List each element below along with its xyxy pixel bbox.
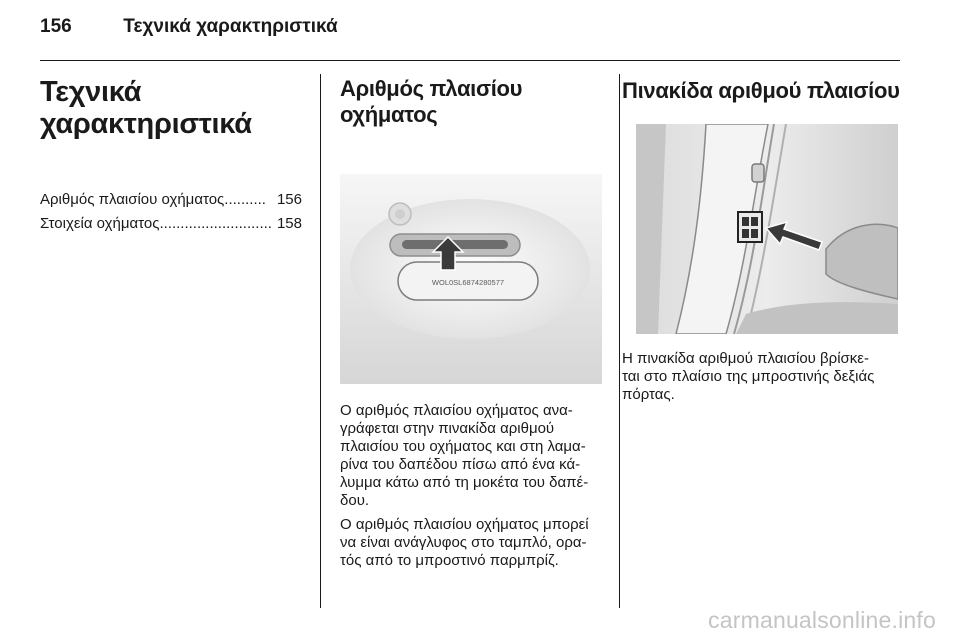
vin-section-title: Αριθμός πλαισίου οχήματος bbox=[340, 76, 523, 127]
plate-paragraph: Η πινακίδα αριθμού πλαισίου βρίσκε- ται στο πλαίσιο της μπροστινής δεξιάς πόρτας. bbox=[622, 350, 875, 403]
vin-plate-text: WOL0SL6874280577 bbox=[431, 278, 505, 287]
toc-entry-vin[interactable] bbox=[40, 188, 302, 212]
page-number: 156 bbox=[40, 16, 72, 37]
right-column bbox=[622, 76, 906, 404]
table-of-contents bbox=[40, 188, 302, 236]
toc-entry-page: 158 bbox=[276, 215, 302, 232]
page-header bbox=[40, 16, 338, 38]
vin-plate-figure bbox=[340, 174, 602, 384]
column-divider-2 bbox=[619, 74, 620, 608]
watermark: carmanualsonline.info bbox=[708, 607, 936, 633]
section-title: Τεχνικά χαρακτηριστικά bbox=[123, 16, 338, 37]
middle-column bbox=[340, 76, 606, 570]
toc-entry-vehicle-data[interactable] bbox=[40, 212, 302, 236]
chapter-title: Τεχνικά χαρακτηριστικά bbox=[40, 76, 252, 140]
door-pillar-figure bbox=[636, 124, 898, 334]
door-pillar-illustration bbox=[636, 124, 898, 334]
column-divider-1 bbox=[320, 74, 321, 608]
toc-entry-title: Στοιχεία οχήματος bbox=[40, 215, 160, 232]
left-column bbox=[40, 76, 302, 236]
header-rule bbox=[40, 60, 900, 61]
vin-paragraph-2: Ο αριθμός πλαισίου οχήματος μπορεί να είναι ανάγλυφος στο ταμπλό, ορα- τός από το μπροστινό παρμπρίζ. bbox=[340, 516, 589, 569]
vin-paragraph-1: Ο αριθμός πλαισίου οχήματος ανα- γράφεται στην πινακίδα αριθμού πλαισίου του οχήματος και στη λαμα- ρίνα του δαπέδου πίσω από ένα κά- λυμμα κάτω από τη μοκέτα του δαπέ- δου. bbox=[340, 402, 589, 509]
toc-entry-title: Αριθμός πλαισίου οχήματος bbox=[40, 191, 225, 208]
vin-plate-marker bbox=[738, 212, 762, 242]
toc-entry-page: 156 bbox=[276, 191, 302, 208]
vin-plate-illustration bbox=[340, 174, 602, 384]
toc-leader-dots: .......... bbox=[224, 191, 266, 208]
toc-leader-dots: ........................... bbox=[159, 215, 272, 232]
plate-section-title: Πινακίδα αριθμού πλαισίου bbox=[622, 78, 900, 103]
